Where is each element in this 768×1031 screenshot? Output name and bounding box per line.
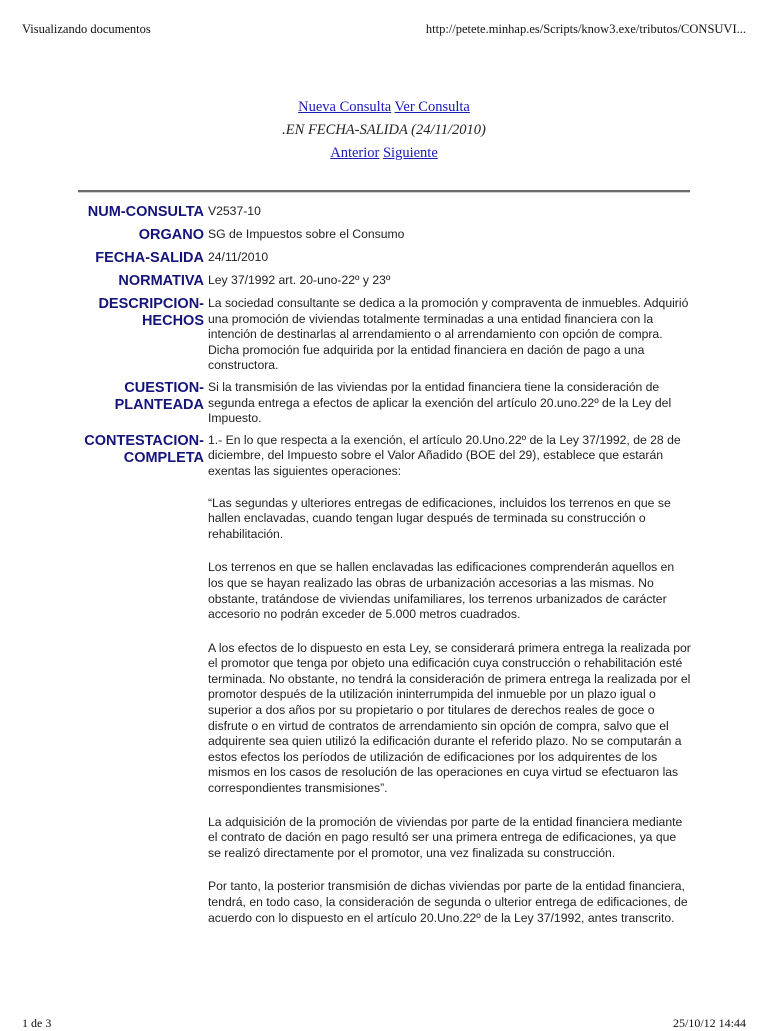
field-label-line-1: DESCRIPCION- [98,296,204,312]
field-label-line-1: CONTESTACION- [84,432,204,449]
field-label-line-2: COMPLETA [123,449,204,466]
paragraph: 1.- En lo que respecta a la exención, el artículo 20.Uno.22º de la Ley 37/1992, de 28 de diciembre, del Impuesto sobre el Valor Añadido (BOE del 29), establece que estarán exentas las siguientes operaciones: [208,432,681,478]
field-label: NUM-CONSULTA [87,204,204,220]
field-value: La sociedad consultante se dedica a la promoción y compraventa de inmuebles. Adquirió una promoción de viviendas totalmente terminadas a una entidad financiera con la intención de destinarlas al arrendamiento o al arrendamiento con opción de compra. Dicha promoción fue adquirida por la entidad financiera en dación de pago a una constructora. [208,296,689,373]
field-value: SG de Impuestos sobre el Consumo [208,227,405,241]
horizontal-divider [78,190,690,193]
field-organo [78,227,692,244]
field-label-line-1: CUESTION- [124,379,204,396]
field-label: ORGANO [138,227,204,243]
field-value [208,433,692,944]
field-value: Si la transmisión de las viviendas por la entidad financiera tiene la consideración de segunda entrega a efectos de aplicar la exención del artículo 20.uno.22º de la Ley del Impuesto. [208,379,672,426]
field-label [78,380,208,427]
consulta-fields [78,204,692,950]
page-indicator: 1 de 3 [22,1016,52,1030]
paragraph: La adquisición de la promoción de viviendas por parte de la entidad financiera mediante el contrato de dación en pago resultó ser una primera entrega de edificaciones, ya que se realizó directamente por el promotor, una vez finalizada su construcción. [208,814,683,860]
field-label [78,433,208,944]
field-label: FECHA-SALIDA [95,250,204,266]
ver-consulta-link[interactable]: Ver Consulta [394,99,470,115]
print-header [22,22,746,38]
field-value: Ley 37/1992 art. 20-uno-22º y 23º [208,273,391,287]
paragraph: Por tanto, la posterior transmisión de dichas viviendas por parte de la entidad financiera, tendrá, en todo caso, la consideración de segunda o ulterior entrega de edificaciones, de acuerdo con lo dispuesto en el artículo 20.Uno.22º de la Ley 37/1992, antes transcrito. [208,879,688,925]
print-header-title: Visualizando documentos [22,22,151,36]
field-label [78,296,208,374]
field-value: 24/11/2010 [208,250,269,264]
field-label-line-2: HECHOS [141,313,204,329]
consulta-navigation [0,96,768,165]
field-value: V2537-10 [208,204,261,218]
field-fecha-salida [78,250,692,267]
field-label-line-2: PLANTEADA [114,396,204,413]
field-descripcion-hechos [78,296,692,374]
anterior-link[interactable]: Anterior [330,145,380,161]
print-datetime: 25/10/12 14:44 [672,1016,746,1030]
paragraph: Los terrenos en que se hallen enclavadas las edificaciones comprenderán aquellos en los que se hayan realizado las obras de urbanización accesorias a las mismas. No obstante, tratándose de viviendas unifamiliares, los terrenos urbanizados de carácter accesorio no podrán exceder de 5.000 metros cuadrados. [208,560,675,622]
field-normativa [78,273,692,290]
fecha-salida-subtitle: .EN FECHA-SALIDA (24/11/2010) [282,122,486,138]
field-num-consulta [78,204,692,221]
field-cuestion-planteada [78,380,692,427]
print-footer [22,1016,746,1030]
field-contestacion-completa [78,433,692,944]
field-label: NORMATIVA [118,273,204,289]
paragraph: A los efectos de lo dispuesto en esta Ley, se considerará primera entrega la realizada por el promotor que tenga por objeto una edificación cuya construcción o rehabilitación esté terminada. No obstante, no tendrá la consideración de primera entrega la realizada por el promotor después de la utilización ininterrumpida del inmueble por un plazo igual o superior a dos años por su propietario o por titulares de derechos reales de goce o disfrute o en virtud de contratos de arrendamiento sin opción de compra, salvo que el adquirente sea quien utilizó la edificación durante el referido plazo. No se computarán a estos efectos los períodos de utilización de edificaciones por los adquirentes de los mismos en los casos de resolución de las operaciones en cuya virtud se efectuaron las correspondientes transmisiones”. [208,640,691,796]
print-header-url: http://petete.minhap.es/Scripts/know3.exe/tributos/CONSUVI... [425,22,746,36]
nueva-consulta-link[interactable]: Nueva Consulta [298,99,392,115]
siguiente-link[interactable]: Siguiente [382,145,438,161]
paragraph: “Las segundas y ulteriores entregas de edificaciones, incluidos los terrenos en que se hallen enclavadas, cuando tengan lugar después de terminada su construcción o rehabilitación. [208,495,671,541]
